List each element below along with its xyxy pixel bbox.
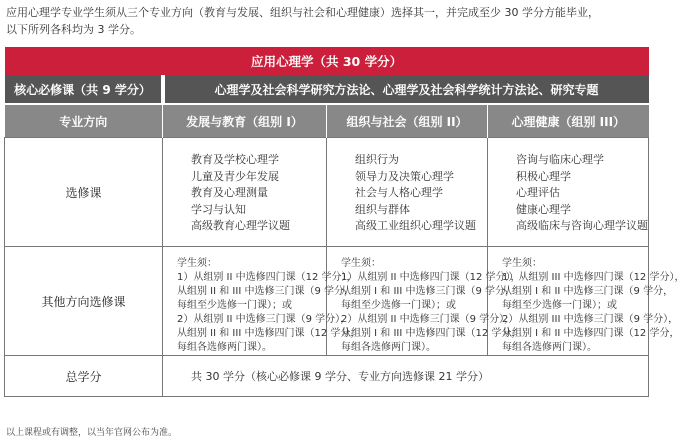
- intro-line-1: 应用心理学专业学生须从三个专业方向（教育与发展、组织与社会和心理健康）选择其一，并完成至少 30 学分方能毕业，: [6, 6, 599, 19]
- list-item: 儿童及青少年发展: [191, 169, 279, 183]
- other-line: 2）从组别 II 中选修三门课（9 学分），: [177, 314, 351, 325]
- other-line: 每组各选修两门课）。: [177, 342, 272, 353]
- list-item: 积极心理学: [516, 169, 571, 183]
- core-row: [5, 75, 649, 104]
- elective-list-1: [163, 138, 326, 235]
- other-line: 学生须：: [177, 258, 217, 269]
- direction-1: 发展与教育（组别 I）: [163, 104, 327, 138]
- core-courses: 心理学及社会科学研究方法论、心理学及社会科学统计方法论、研究专题: [163, 75, 649, 104]
- elective-row: [5, 138, 649, 247]
- other-line: 每组至少选修一门课）；或: [341, 300, 456, 311]
- elective-cell-2: [327, 138, 488, 247]
- other-line: 1）从组别 II 中选修四门课（12 学分），: [341, 272, 521, 283]
- list-item: 组织与群体: [355, 202, 410, 216]
- elective-cell-3: [488, 138, 649, 247]
- other-line: 从组别 II 和 III 中选修三门课（9 学分，: [177, 286, 355, 297]
- other-line: 每组至少选修一门课）；或: [177, 300, 292, 311]
- list-item: 高级临床与咨询心理学议题: [516, 219, 648, 232]
- curriculum-table: [4, 47, 684, 397]
- elective-label: 选修课: [5, 138, 163, 247]
- table-title: 应用心理学（共 30 学分）: [5, 47, 649, 75]
- other-line: 从组别 I 和 III 中选修四门课（12 学分，: [341, 328, 522, 339]
- list-item: 咨询与临床心理学: [516, 153, 604, 166]
- total-cell: [163, 356, 649, 397]
- other-line: 1）从组别 III 中选修四门课（12 学分），: [502, 272, 684, 283]
- other-line: 从组别 II 和 III 中选修四门课（12 学分，: [177, 328, 361, 339]
- other-cell-3: [488, 247, 684, 356]
- other-line: 每组各选修两门课）。: [341, 342, 436, 353]
- list-item: 领导力及决策心理学: [355, 169, 454, 183]
- other-line: 从组别 I 和 II 中选修三门课（9 学分，: [502, 286, 674, 297]
- list-item: 教育及学校心理学: [191, 153, 279, 166]
- list-item: 教育及心理测量: [191, 186, 268, 199]
- other-line: 学生须：: [341, 258, 381, 269]
- list-item: 学习与认知: [191, 202, 246, 216]
- other-line: 1）从组别 II 中选修四门课（12 学分），: [177, 272, 357, 283]
- list-item: 社会与人格心理学: [355, 186, 443, 199]
- elective-cell-1: [163, 138, 327, 247]
- other-line: 每组至少选修一门课）；或: [502, 300, 617, 311]
- elective-list-3: [488, 138, 648, 235]
- other-line: 每组各选修两门课）。: [502, 342, 597, 353]
- other-cell-2: [327, 247, 522, 356]
- list-item: 健康心理学: [516, 202, 571, 216]
- direction-2: 组织与社会（组别 II）: [327, 104, 488, 138]
- other-line: 从组别 I 和 II 中选修四门课（12 学分，: [502, 328, 680, 339]
- list-item: 心理评估: [516, 186, 560, 199]
- other-text-3: [488, 247, 684, 355]
- intro-paragraph: [6, 4, 646, 38]
- other-text-2: [327, 247, 522, 355]
- other-line: 2）从组别 II 中选修三门课（9 学分），: [341, 314, 515, 325]
- core-label: 核心必修课（共 9 学分）: [5, 75, 163, 104]
- other-line: 2）从组别 III 中选修三门课（9 学分），: [502, 314, 679, 325]
- list-item: 高级教育心理学议题: [191, 219, 290, 232]
- total-row: [5, 356, 649, 397]
- direction-header-row: [5, 104, 649, 138]
- other-line: 从组别 I 和 III 中选修三门课（9 学分，: [341, 286, 516, 297]
- footnote: 以上课程或有调整，以当年官网公布为准。: [6, 428, 178, 438]
- total-label: 总学分: [5, 356, 163, 397]
- other-elective-label: 其他方向选修课: [5, 247, 163, 356]
- total-text: 共 30 学分（核心必修课 9 学分、专业方向选修课 21 学分）: [191, 370, 489, 383]
- other-cell-1: [163, 247, 361, 356]
- other-elective-row: [5, 247, 649, 356]
- list-item: 组织行为: [355, 153, 399, 166]
- other-line: 学生须：: [502, 258, 542, 269]
- elective-list-2: [327, 138, 487, 235]
- intro-line-2: 以下所列各科均为 3 学分。: [6, 23, 141, 36]
- list-item: 高级工业组织心理学议题: [355, 219, 476, 232]
- table-title-row: [5, 47, 649, 75]
- other-text-1: [163, 247, 361, 355]
- direction-3: 心理健康（组别 III）: [488, 104, 649, 138]
- direction-header: 专业方向: [5, 104, 163, 138]
